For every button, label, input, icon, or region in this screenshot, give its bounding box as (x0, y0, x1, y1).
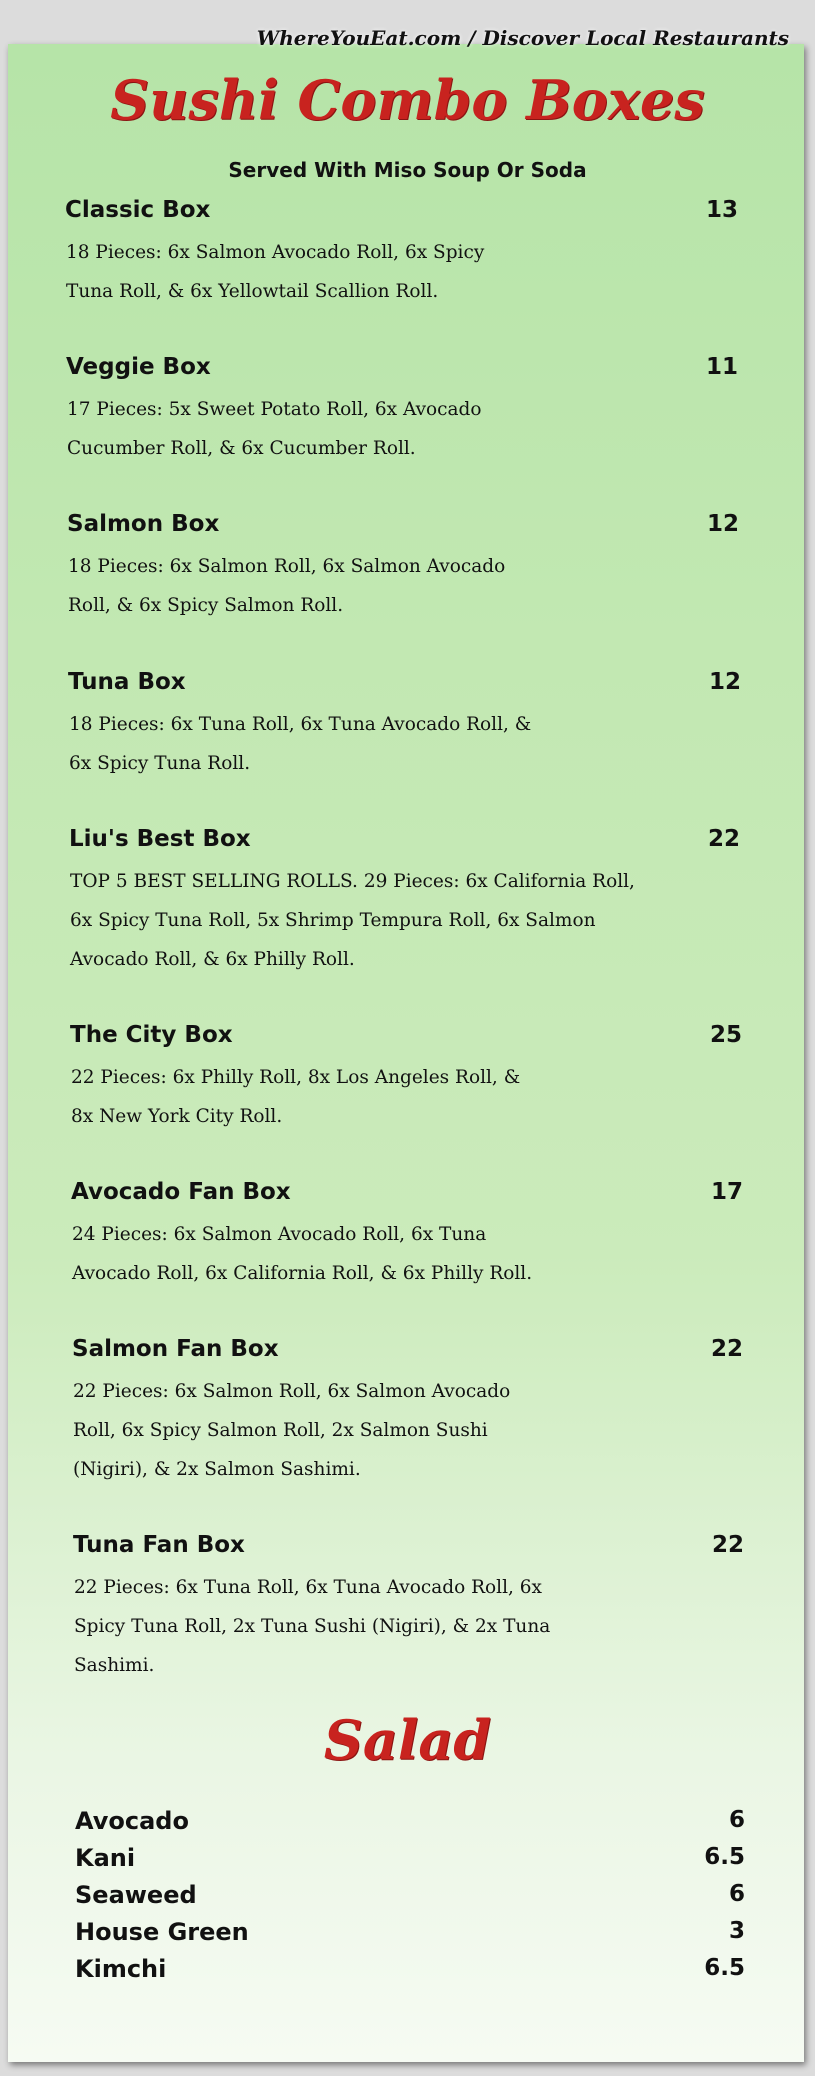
item-name: Tuna Fan Box (73, 1532, 245, 1558)
item-name: The City Box (70, 1022, 233, 1048)
item-name: Tuna Box (68, 669, 186, 695)
item-description-line: 18 Pieces: 6x Tuna Roll, 6x Tuna Avocado Roll, & (69, 714, 532, 735)
salad-item-name: House Green (75, 1918, 249, 1946)
item-description-line: 22 Pieces: 6x Tuna Roll, 6x Tuna Avocado Roll, 6x (74, 1577, 542, 1598)
combo-section-title: Sushi Combo Boxes (110, 68, 705, 132)
salad-item-avocado (75, 1807, 745, 1843)
item-name: Avocado Fan Box (71, 1179, 291, 1205)
item-name: Salmon Fan Box (72, 1336, 279, 1362)
item-price: 13 (706, 197, 739, 223)
item-description-line: 22 Pieces: 6x Philly Roll, 8x Los Angeles Roll, & (71, 1067, 521, 1088)
salad-item-name: Kimchi (75, 1955, 167, 1983)
item-price: 11 (706, 354, 739, 380)
item-description-line: (Nigiri), & 2x Salmon Sashimi. (73, 1459, 361, 1480)
item-name: Salmon Box (67, 511, 220, 537)
item-description-line: TOP 5 BEST SELLING ROLLS. 29 Pieces: 6x California Roll, (70, 871, 635, 892)
item-description-line: Cucumber Roll, & 6x Cucumber Roll. (67, 438, 416, 459)
item-name: Veggie Box (66, 354, 211, 380)
salad-item-kani (75, 1844, 745, 1880)
combo-subtitle: Served With Miso Soup Or Soda (228, 158, 587, 182)
item-description-line: 18 Pieces: 6x Salmon Avocado Roll, 6x Spicy (66, 242, 485, 263)
item-description-line: 6x Spicy Tuna Roll, 5x Shrimp Tempura Roll, 6x Salmon (70, 910, 596, 931)
item-description-line: Roll, 6x Spicy Salmon Roll, 2x Salmon Sushi (73, 1420, 488, 1441)
salad-item-price: 6.5 (704, 1955, 745, 1981)
salad-item-seaweed (75, 1881, 745, 1917)
item-price: 12 (709, 669, 742, 695)
item-name: Classic Box (65, 197, 211, 223)
item-name: Liu's Best Box (69, 826, 251, 852)
salad-item-house-green (75, 1918, 745, 1954)
item-description-line: Spicy Tuna Roll, 2x Tuna Sushi (Nigiri), & 2x Tuna (74, 1616, 551, 1637)
item-price: 22 (711, 1336, 744, 1362)
item-description-line: Tuna Roll, & 6x Yellowtail Scallion Roll. (66, 281, 439, 302)
item-description-line: 24 Pieces: 6x Salmon Avocado Roll, 6x Tuna (72, 1224, 487, 1245)
salad-item-price: 6.5 (704, 1844, 745, 1870)
item-price: 25 (710, 1022, 743, 1048)
salad-item-kimchi (75, 1955, 745, 1991)
salad-item-price: 6 (728, 1807, 745, 1833)
salad-item-name: Avocado (75, 1807, 189, 1835)
item-description-line: Avocado Roll, & 6x Philly Roll. (70, 949, 355, 970)
item-description-line: 18 Pieces: 6x Salmon Roll, 6x Salmon Avocado (68, 556, 506, 577)
item-price: 22 (712, 1532, 745, 1558)
item-description-line: 6x Spicy Tuna Roll. (69, 753, 251, 774)
source-caption: WhereYouEat.com / Discover Local Restaurants (256, 26, 789, 50)
item-description-line: Sashimi. (74, 1655, 155, 1676)
item-description-line: 22 Pieces: 6x Salmon Roll, 6x Salmon Avocado (73, 1381, 511, 1402)
item-price: 12 (707, 511, 740, 537)
salad-item-price: 3 (728, 1918, 745, 1944)
salad-item-name: Seaweed (75, 1881, 197, 1909)
salad-section-title: Salad (323, 1708, 492, 1772)
item-description-line: Roll, & 6x Spicy Salmon Roll. (68, 595, 344, 616)
item-price: 17 (711, 1179, 744, 1205)
salad-item-price: 6 (728, 1881, 745, 1907)
item-description-line: Avocado Roll, 6x California Roll, & 6x Philly Roll. (72, 1263, 533, 1284)
salad-item-name: Kani (75, 1844, 136, 1872)
item-description-line: 17 Pieces: 5x Sweet Potato Roll, 6x Avocado (67, 399, 482, 420)
item-description-line: 8x New York City Roll. (71, 1106, 283, 1127)
item-price: 22 (708, 826, 741, 852)
